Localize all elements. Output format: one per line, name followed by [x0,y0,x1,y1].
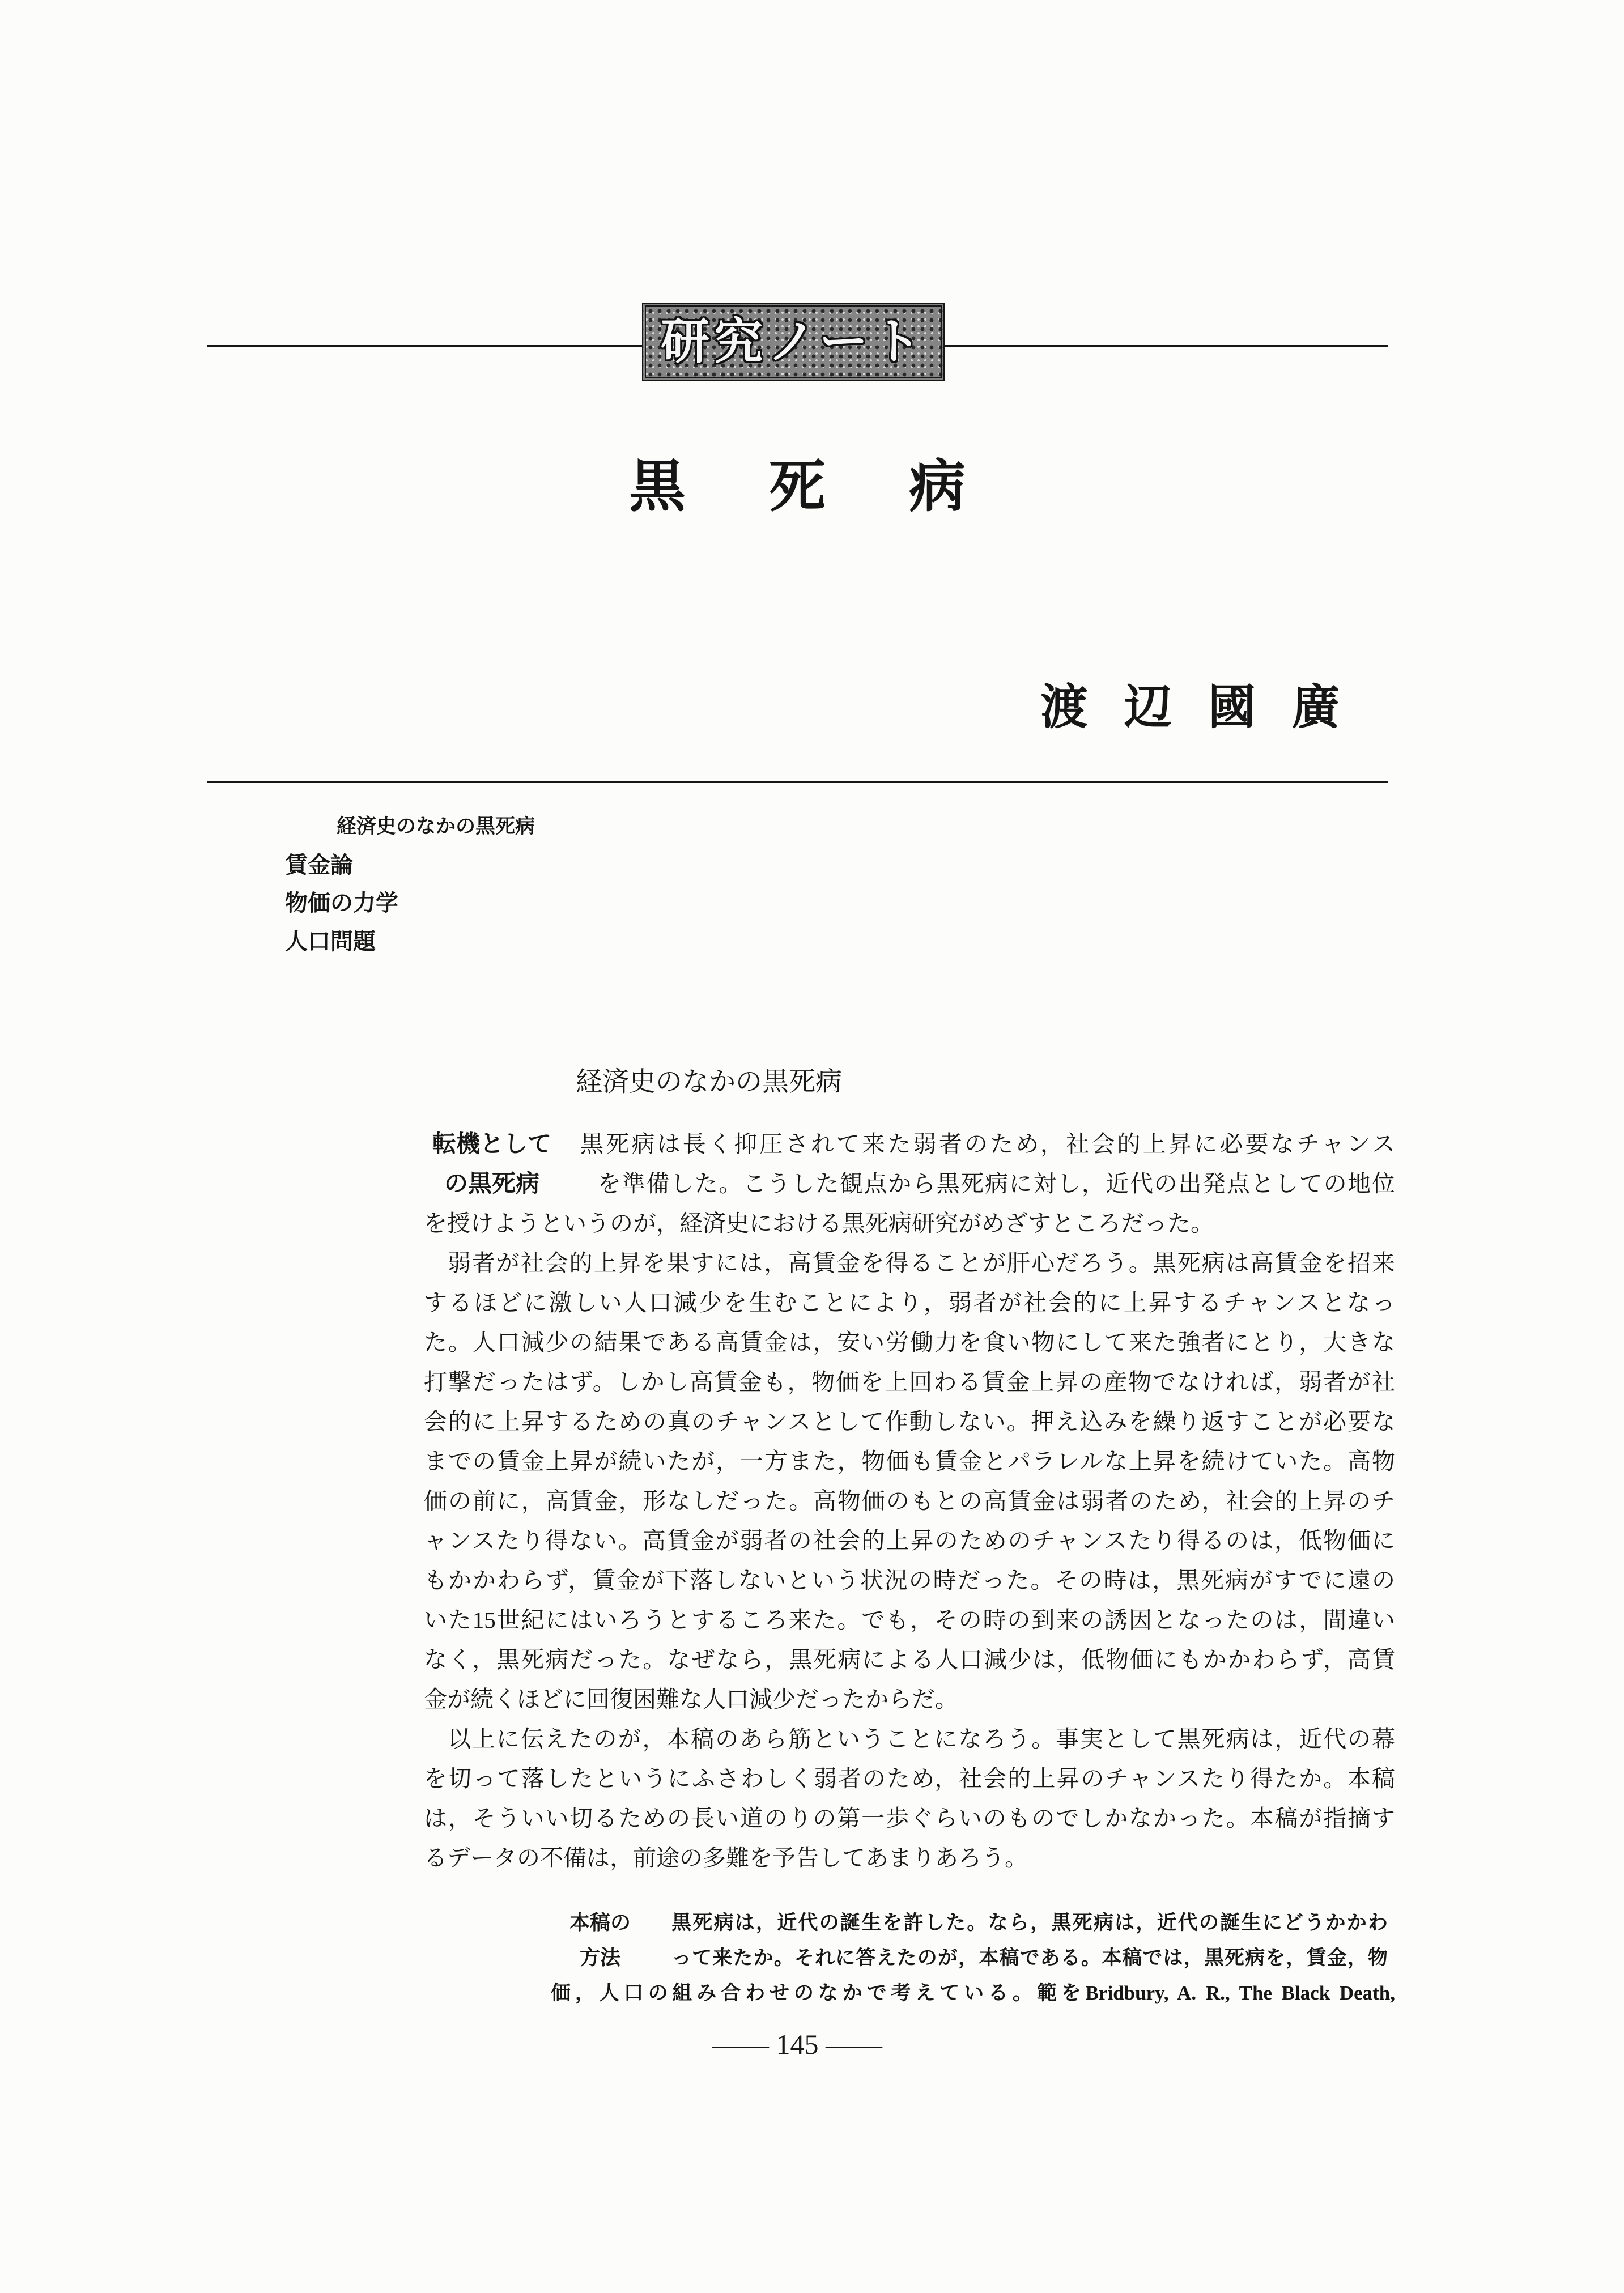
body-line: なく，黒死病だった。なぜなら，黒死病による人口減少は，低物価にもかかわらず，高賃 [424,1647,1395,1673]
title-divider-rule [207,781,1388,783]
toc-item: 賃金論 [285,852,353,878]
page-number: —— 145 —— [712,2028,882,2060]
body-line: た。人口減少の結果である高賃金は，安い労働力を食い物にして来た強者にとり，大きな [424,1329,1395,1355]
header-rule-right [945,345,1388,347]
body-line: は，そういい切るための長い道のりの第一歩ぐらいのものでしかなかった。本稿が指摘す [424,1805,1395,1831]
body-line: もかかわらず，賃金が下落しないという状況の時だった。その時は，黒死病がすでに遠の [424,1567,1395,1593]
note-line [551,1905,1395,1941]
body-line: るデータの不備は，前途の多難を予告してあまりあろう。 [424,1845,1028,1871]
body-line-text: 黒死病は長く抑圧されて来た弱者のため，社会的上昇に必要なチャンス [580,1131,1395,1157]
note-line-text: 黒死病は，近代の誕生を許した。なら，黒死病は，近代の誕生にどうかかわ [671,1912,1388,1934]
header-rule-left [207,345,642,347]
body-line: するほどに激しい人口減少を生むことにより，弱者が社会的に上昇するチャンスとなっ [424,1290,1395,1316]
author-name: 渡辺國廣 [1040,682,1376,734]
toc-item: 人口問題 [285,929,376,955]
research-note-badge [642,303,945,381]
toc-item: 物価の力学 [285,890,398,916]
note-side-heading: 本稿の [569,1911,631,1934]
body-line: 以上に伝えたのが，本稿のあら筋ということになろう。事実として黒死病は，近代の幕 [448,1726,1395,1752]
body-line: 会的に上昇するための真のチャンスとして作動しない。押え込みを繰り返すことが必要な [424,1409,1395,1435]
article-title: 黒死病 [629,456,1049,518]
body-text [424,1124,1395,1878]
body-line [424,1164,1395,1203]
body-line: 弱者が社会的上昇を果すには，高賃金を得ることが肝心だろう。黒死病は高賃金を招来 [448,1250,1395,1276]
toc-item: 経済史のなかの黒死病 [337,815,535,838]
body-line: を授けようというのが，経済史における黒死病研究がめざすところだった。 [424,1210,1214,1236]
body-line-text: を準備した。こうした観点から黒死病に対し，近代の出発点としての地位 [598,1171,1395,1197]
note-line-text: って来たか。それに答えたのが，本稿である。本稿では，黒死病を，賃金，物 [671,1947,1388,1969]
note-side-heading: 方法 [579,1946,620,1969]
side-heading: の黒死病 [444,1169,539,1197]
badge-label: 研究ノート [661,313,926,370]
body-line: 金が続くほどに回復困難な人口減少だったからだ。 [424,1686,958,1712]
body-line [424,1124,1395,1164]
note-line: 価，人口の組み合わせのなかで考えている。範をBridbury, A. R., The Black Death, [551,1982,1395,2004]
method-note [551,1905,1395,2011]
body-line: いた15世紀にはいろうとするころ来た。でも，その時の到来の誘因となったのは，間違い [424,1607,1395,1633]
note-line [551,1941,1395,1976]
side-heading: 転機として [432,1130,551,1158]
body-line: までの賃金上昇が続いたが，一方また，物価も賃金とパラレルな上昇を続けていた。高物 [424,1448,1395,1474]
body-line: 打撃だったはず。しかし高賃金も，物価を上回わる賃金上昇の産物でなければ，弱者が社 [424,1369,1395,1395]
body-line: を切って落したというにふさわしく弱者のため，社会的上昇のチャンスたり得たか。本稿 [424,1766,1395,1792]
section-heading: 経済史のなかの黒死病 [576,1067,842,1097]
body-line: 価の前に，高賃金，形なしだった。高物価のもとの高賃金は弱者のため，社会的上昇のチ [424,1488,1395,1514]
body-line: ャンスたり得ない。高賃金が弱者の社会的上昇のためのチャンスたり得るのは，低物価に [424,1528,1395,1554]
